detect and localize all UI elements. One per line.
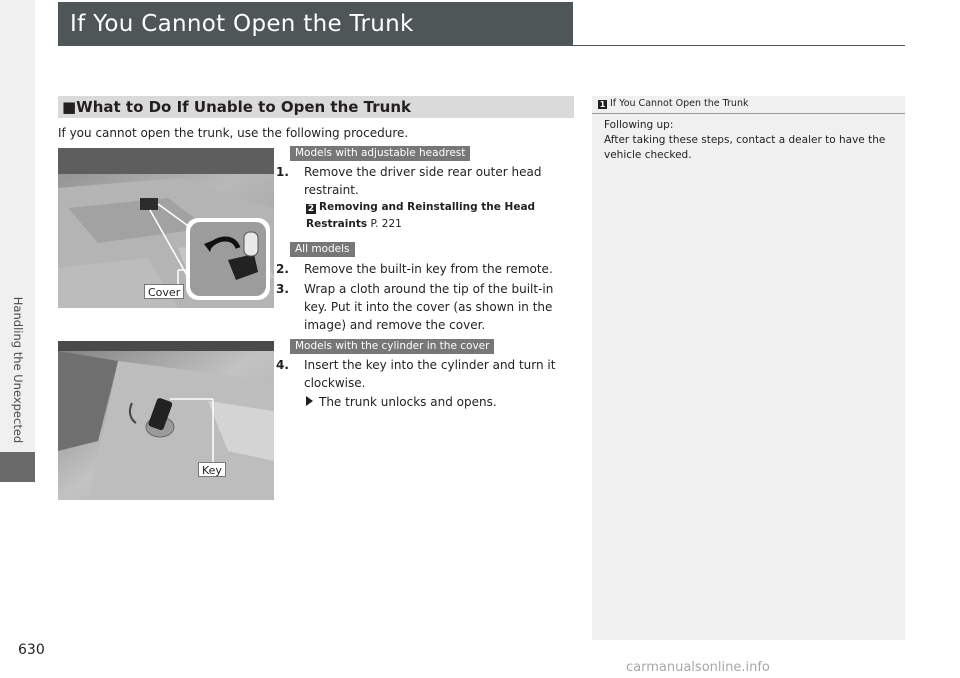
tag-cylinder-cover: Models with the cylinder in the cover — [290, 339, 494, 354]
watermark: carmanualsonline.info — [626, 660, 770, 675]
step-1: 1. Remove the driver side rear outer head restraint. — [276, 165, 542, 197]
trunk-cylinder-photo — [58, 341, 274, 500]
note-body — [604, 118, 899, 163]
side-tab — [0, 0, 35, 678]
note-text: After taking these steps, contact a dealer to have the vehicle checked. — [604, 134, 886, 161]
cover-callout: Cover — [144, 284, 184, 299]
side-tab-marker — [0, 452, 35, 482]
page-title: If You Cannot Open the Trunk — [58, 2, 573, 46]
result-arrow-icon — [306, 396, 313, 406]
page-number: 630 — [18, 642, 45, 658]
section-heading: ■What to Do If Unable to Open the Trunk — [58, 96, 574, 118]
step-2: 2. Remove the built-in key from the remote. — [276, 262, 553, 276]
note-label: Following up: — [604, 119, 674, 131]
title-rule — [573, 45, 905, 46]
reference-page: P. 221 — [370, 218, 402, 230]
headrest-cover-photo — [58, 148, 274, 308]
note-marker-icon: 1 — [599, 100, 606, 109]
tag-adjustable-headrest: Models with adjustable headrest — [290, 146, 470, 161]
cross-reference[interactable]: 2 Removing and Reinstalling the Head Restraints P. 221 — [306, 201, 536, 230]
result-text: The trunk unlocks and opens. — [306, 393, 497, 411]
reference-arrow-icon: 2 — [307, 204, 315, 214]
step-3: 3. Wrap a cloth around the tip of the built-in key. Put it into the cover (as shown in the image) and remove the cover. — [276, 282, 554, 332]
tag-all-models: All models — [290, 242, 355, 257]
note-heading: 1 If You Cannot Open the Trunk — [592, 96, 905, 114]
trunk-cylinder-illustration — [58, 341, 274, 500]
key-callout: Key — [198, 462, 226, 477]
step-4: 4. Insert the key into the cylinder and turn it clockwise. — [276, 358, 556, 390]
side-chapter-label: Handling the Unexpected — [11, 296, 25, 444]
note-panel — [592, 96, 905, 640]
intro-text: If you cannot open the trunk, use the following procedure. — [58, 126, 409, 140]
